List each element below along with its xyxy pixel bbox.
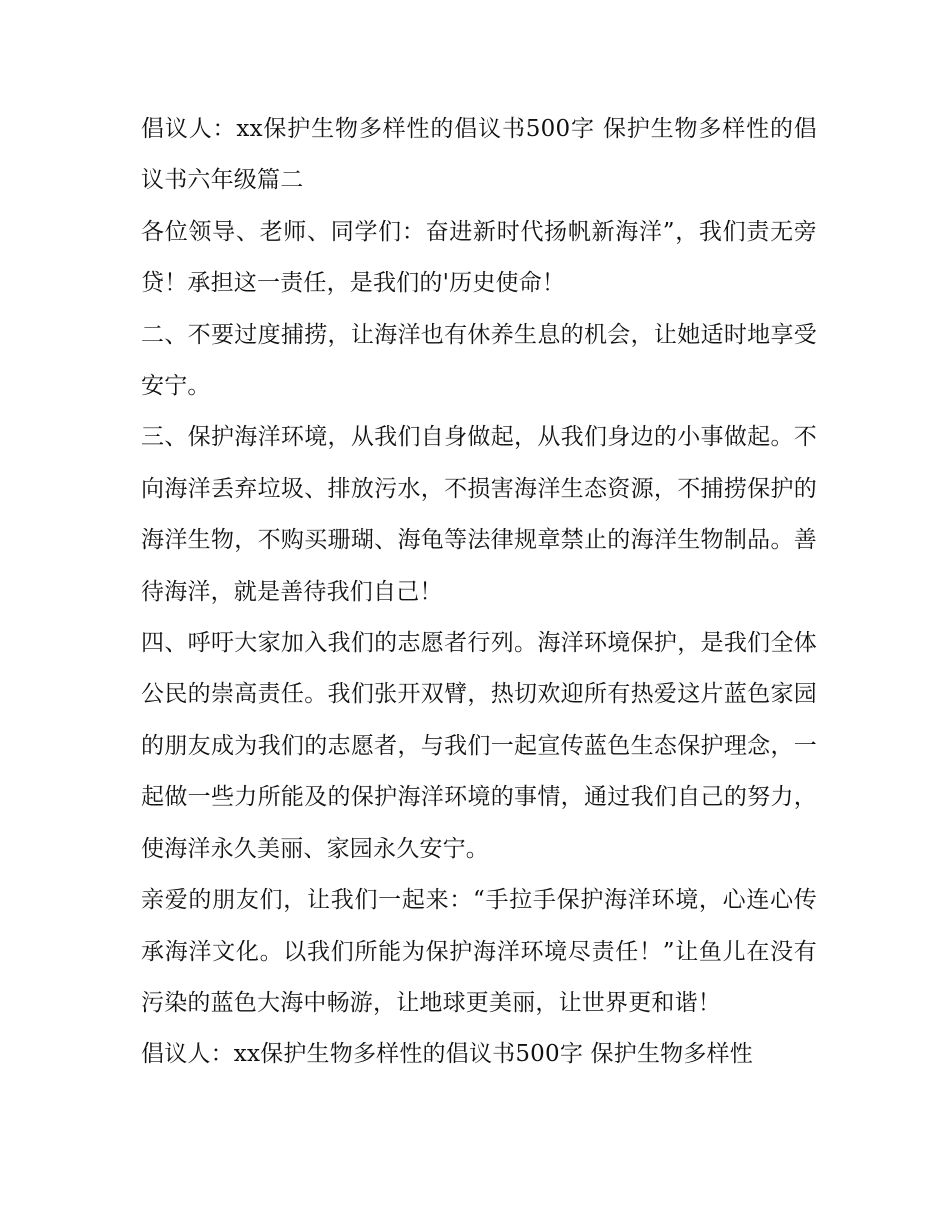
- paragraph-closing-call: 亲爱的朋友们，让我们一起来：“手拉手保护海洋环境，心连心传承海洋文化。以我们所能为保护海洋环境尽责任！”让鱼儿在没有污染的蓝色大海中畅游，让地球更美丽，让世界更和谐！: [141, 887, 817, 1016]
- paragraph-signatory-repeat: 倡议人：xx保护生物多样性的倡议书500字 保护生物多样性: [141, 1041, 753, 1068]
- paragraph-signatory-title: 倡议人：xx保护生物多样性的倡议书500字 保护生物多样性的倡议书六年级篇二: [141, 116, 817, 194]
- paragraph-point-three: 三、保护海洋环境，从我们自身做起，从我们身边的小事做起。不向海洋丢弃垃圾、排放污水，不损害海洋生态资源，不捕捞保护的海洋生物，不购买珊瑚、海龟等法律规章禁止的海洋生物制品。善待海洋，就是善待我们自己！: [141, 424, 817, 605]
- paragraph-point-four: 四、呼吁大家加入我们的志愿者行列。海洋环境保护，是我们全体公民的崇高责任。我们张开双臂，热切欢迎所有热爱这片蓝色家园的朋友成为我们的志愿者，与我们一起宣传蓝色生态保护理念，一起做一些力所能及的保护海洋环境的事情，通过我们自己的努力，使海洋永久美丽、家园永久安宁。: [141, 630, 817, 862]
- paragraph-point-two: 二、不要过度捕捞，让海洋也有休养生息的机会，让她适时地享受安宁。: [141, 321, 817, 400]
- document-body: [141, 104, 817, 1081]
- paragraph-greeting: 各位领导、老师、同学们：奋进新时代扬帆新海洋”，我们责无旁贷！承担这一责任，是我们的'历史使命！: [141, 218, 817, 297]
